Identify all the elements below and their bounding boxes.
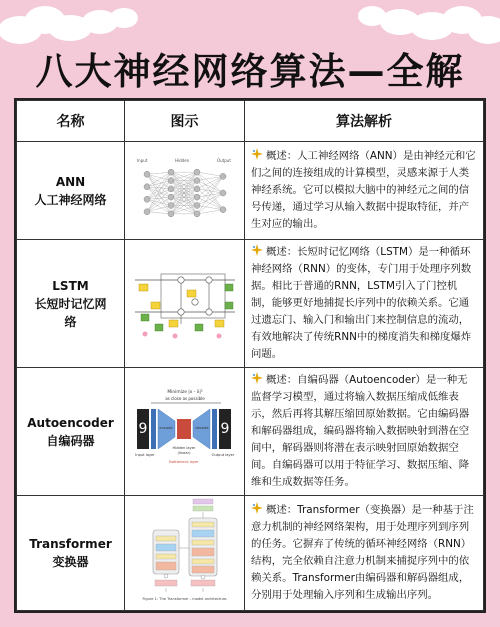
ann-link — [147, 172, 171, 174]
description-text: 概述：人工神经网络（ANN）是由神经元和它们之间的连接组成的计算模型，灵感来源于人类神经系统。它可以模拟大脑中的神经元之间的信号传递，通过学习从输入数据中提取特征，并产生对应的输出。 — [251, 150, 476, 230]
ann-diagram — [125, 142, 245, 240]
ann-node — [220, 173, 226, 179]
ann-node — [144, 183, 150, 189]
ann-node — [168, 169, 174, 175]
ann-link — [147, 188, 171, 198]
description-text: 概述：长短时记忆网络（LSTM）是一种循环神经网络（RNN）的变体，专门用于处理序列数据。相比于普通的RNN，LSTM引入了门控机制，能够更好地捕捉长序列中的依赖关系。它通过遗忘门、输入门和输出门来控制信息的流动，有效地解决了传统RNN中的梯度消失和梯度爆炸问题。 — [251, 246, 472, 360]
ann-nodes — [144, 169, 226, 217]
transformer-caption: Figure 1: The Transformer - model architecture. — [142, 597, 227, 601]
ann-link — [197, 176, 223, 214]
header-analysis: 算法解析 — [245, 101, 484, 142]
name-line: Transformer — [29, 537, 112, 551]
ann-link — [197, 205, 223, 209]
ann-input-label: Input — [136, 157, 147, 163]
sparkle-icon — [251, 502, 263, 514]
description-text: 概述：Transformer（变换器）是一种基于注意力机制的神经网络架构，用于处理序列到序列的任务。它摒弃了传统的循环神经网络（RNN）结构，完全依赖自注意力机制来捕捉序列中的依赖关系。Transformer由编码器和解码器组成，分别用于处理输入序列和生成输出序列。 — [251, 504, 474, 601]
ae-decode-label: decode — [194, 425, 209, 430]
sparkle-icon — [251, 148, 263, 160]
svg-text:9: 9 — [220, 420, 229, 437]
table-row — [17, 240, 484, 368]
autoencoder-diagram — [131, 385, 239, 475]
name-line: LSTM — [52, 278, 89, 293]
ann-node — [144, 208, 150, 214]
ann-link — [197, 209, 223, 213]
ae-output-layer-label: Output layer — [211, 452, 234, 457]
name-line: 长短时记忆网 — [34, 296, 107, 311]
table-row — [17, 496, 484, 611]
ann-connections — [147, 172, 223, 214]
ann-node — [144, 171, 150, 177]
transformer-diagram — [135, 496, 235, 606]
neural-network-diagram — [133, 156, 237, 222]
ann-link — [147, 211, 171, 213]
algorithm-name-ann — [17, 142, 125, 240]
ann-link — [197, 193, 223, 214]
description-autoencoder — [245, 368, 484, 496]
name-line: ANN — [55, 174, 86, 189]
sparkle-icon — [251, 244, 263, 256]
ann-link — [147, 186, 171, 188]
page-title: 八大神经网络算法—全解 — [35, 50, 465, 93]
description-lstm — [245, 240, 484, 368]
ae-input-layer-label: Input layer — [134, 452, 155, 457]
ann-link — [197, 176, 223, 197]
transformer-diagram-cell — [125, 496, 245, 611]
algorithm-table — [16, 100, 484, 611]
ae-objective-label: Minimize |x - x̂|² — [166, 389, 203, 395]
name-line: 络 — [64, 314, 77, 329]
lstm-diagram — [125, 240, 245, 368]
ann-node — [194, 202, 200, 208]
ann-output-label: Output — [216, 157, 231, 163]
lstm-cell-diagram — [131, 262, 239, 342]
name-line: 变换器 — [52, 555, 89, 569]
name-line: 自编码器 — [46, 433, 95, 448]
ann-node — [168, 210, 174, 216]
table-row — [17, 368, 484, 496]
name-line: 人工神经网络 — [34, 192, 107, 207]
ann-node — [194, 194, 200, 200]
autoencoder-diagram-cell — [125, 368, 245, 496]
header-name: 名称 — [17, 101, 125, 142]
name-line: Autoencoder — [27, 415, 114, 430]
ann-node — [194, 210, 200, 216]
description-text: 概述：自编码器（Autoencoder）是一种无监督学习模型，通过将输入数据压缩成低维表示，然后再将其解压缩回原始数据。它由编码器和解码器组成，编码器将输入数据映射到潜在空间中，解码器则将潜在表示映射回原始数据空间。自编码器可以用于特征学习、数据压缩、降维和生成数据等任务。 — [251, 374, 470, 488]
ann-link — [147, 180, 171, 211]
ae-encode-label: encode — [158, 425, 173, 430]
header-diagram: 图示 — [125, 101, 245, 142]
ae-hidden-sub-label: (linear) — [177, 450, 190, 455]
ann-node — [144, 196, 150, 202]
ann-link — [197, 172, 223, 176]
ann-link — [147, 172, 171, 212]
ann-node — [194, 169, 200, 175]
description-transformer — [245, 496, 484, 611]
sparkle-icon — [251, 372, 263, 384]
ann-node — [220, 206, 226, 212]
ae-sub-label: as close as possible — [164, 395, 205, 401]
ann-node — [168, 202, 174, 208]
ann-link — [197, 176, 223, 205]
ann-link — [197, 176, 223, 180]
comparison-sheet — [14, 98, 486, 613]
ann-node — [168, 185, 174, 191]
ann-hidden-label: Hidden — [174, 157, 189, 163]
description-ann — [245, 142, 484, 240]
algorithm-name-lstm — [17, 240, 125, 368]
ae-hidden-layer-label: Hidden layer — [172, 445, 195, 450]
ann-node — [220, 190, 226, 196]
ann-link — [147, 197, 171, 199]
ann-node — [194, 177, 200, 183]
ann-node — [168, 177, 174, 183]
table-header-row — [17, 101, 484, 142]
svg-text:9: 9 — [138, 420, 147, 437]
ann-node — [168, 194, 174, 200]
ae-bottleneck-label: Bottleneck layer — [168, 459, 199, 464]
algorithm-name-autoencoder — [17, 368, 125, 496]
algorithm-name-transformer — [17, 496, 125, 611]
table-row — [17, 142, 484, 240]
ann-node — [194, 185, 200, 191]
ann-link — [147, 180, 171, 199]
